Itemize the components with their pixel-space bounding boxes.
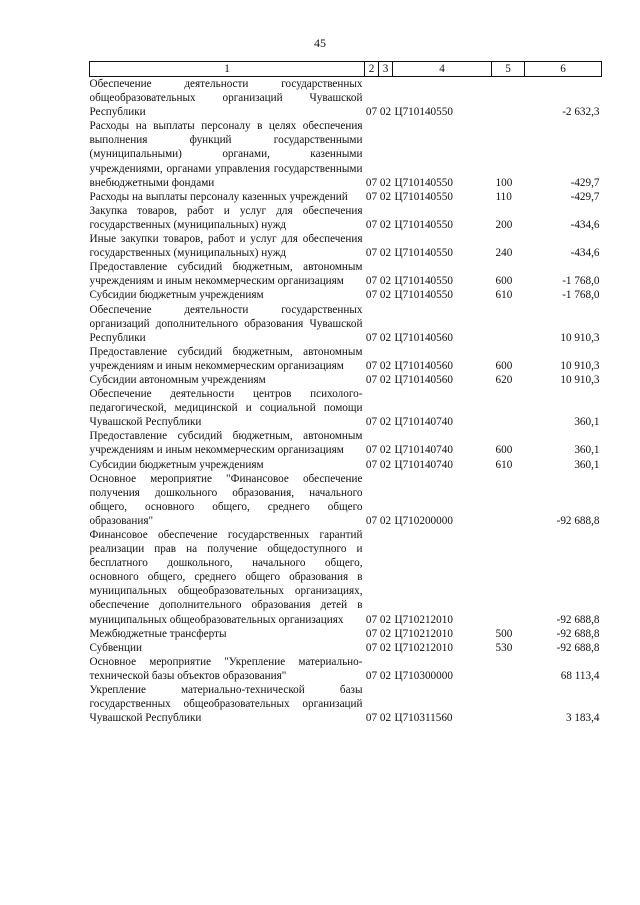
row-expense-type <box>492 77 525 120</box>
row-amount: -92 688,8 <box>556 613 600 626</box>
row-subsection: 02 <box>379 106 392 119</box>
row-subsection: 02 <box>379 190 392 203</box>
row-amount: -429,7 <box>570 190 600 203</box>
row-name: Предоставление субсидий бюджетным, автономным учреждениям и иным некоммерческим организациям <box>89 345 363 372</box>
row-subsection: 02 <box>379 218 392 231</box>
row-amount: -2 632,3 <box>562 106 600 119</box>
row-expense-type: 600 <box>495 444 513 457</box>
row-name: Укрепление материально-технической базы государственных общеобразовательных организаций Чувашской Республики <box>89 684 363 725</box>
row-section: 07 <box>365 416 378 429</box>
row-section: 07 <box>365 190 378 203</box>
row-section: 07 <box>365 359 378 372</box>
row-section: 07 <box>365 627 378 640</box>
row-expense-type: 620 <box>495 373 513 386</box>
row-amount: -1 768,0 <box>562 289 600 302</box>
row-subsection: 02 <box>379 247 392 260</box>
row-target-article: Ц710140740 <box>394 444 453 457</box>
row-target-article: Ц710212010 <box>394 613 453 626</box>
row-amount: 360,1 <box>574 416 600 429</box>
row-subsection: 02 <box>379 289 392 302</box>
row-amount: -92 688,8 <box>556 514 600 527</box>
row-section: 07 <box>365 669 378 682</box>
row-name: Закупка товаров, работ и услуг для обеспечения государственных (муниципальных) нужд <box>89 204 363 231</box>
row-expense-type: 530 <box>495 641 513 654</box>
row-section: 07 <box>365 444 378 457</box>
row-expense-type: 610 <box>495 458 513 471</box>
row-expense-type: 240 <box>495 247 513 260</box>
header-col-expense-type: 5 <box>492 62 525 77</box>
row-subsection: 02 <box>379 359 392 372</box>
row-subsection: 02 <box>379 627 392 640</box>
row-target-article: Ц710140560 <box>394 373 453 386</box>
row-target-article: Ц710300000 <box>394 669 453 682</box>
row-expense-type: 200 <box>495 218 513 231</box>
row-expense-type: 600 <box>495 275 513 288</box>
header-col-name: 1 <box>90 62 365 77</box>
row-target-article: Ц710200000 <box>394 514 453 527</box>
row-name: Основное мероприятие "Финансовое обеспечение получения дошкольного образования, начального общего, основного общего, среднего общего образования" <box>89 472 363 527</box>
row-amount: -434,6 <box>570 218 600 231</box>
row-amount: -1 768,0 <box>562 275 600 288</box>
row-expense-type: 100 <box>495 176 513 189</box>
row-section: 07 <box>365 331 378 344</box>
row-name: Обеспечение деятельности государственных общеобразовательных организаций Чувашской Республики <box>89 78 363 119</box>
row-name: Предоставление субсидий бюджетным, автономным учреждениям и иным некоммерческим организациям <box>89 430 363 457</box>
table-header-row <box>90 62 602 77</box>
row-amount: 3 183,4 <box>565 712 600 725</box>
row-target-article: Ц710140550 <box>394 275 453 288</box>
row-subsection: 02 <box>379 373 392 386</box>
row-amount: -92 688,8 <box>556 641 600 654</box>
row-expense-type <box>492 303 525 345</box>
table-row <box>90 288 602 302</box>
row-amount: -434,6 <box>570 247 600 260</box>
row-name: Расходы на выплаты персоналу в целях обеспечения выполнения функций государственными (муниципальными) органами, казенными учреждениями, органами управления государственными внебюджетными фондами <box>89 120 363 189</box>
table-row <box>90 303 602 345</box>
row-expense-type: 600 <box>495 359 513 372</box>
table-row <box>90 119 602 189</box>
row-amount: 360,1 <box>574 458 600 471</box>
table-row <box>90 232 602 260</box>
row-name: Субсидии бюджетным учреждениям <box>89 458 264 471</box>
row-target-article: Ц710140550 <box>394 190 453 203</box>
row-target-article: Ц710140550 <box>394 176 453 189</box>
row-expense-type: 110 <box>495 190 512 203</box>
row-section: 07 <box>365 218 378 231</box>
row-subsection: 02 <box>379 669 392 682</box>
table-body <box>90 77 602 726</box>
table-row <box>90 458 602 472</box>
row-subsection: 02 <box>379 416 392 429</box>
row-name: Расходы на выплаты персоналу казенных учреждений <box>89 190 348 203</box>
row-amount: 68 113,4 <box>560 669 600 682</box>
table-row <box>90 387 602 429</box>
row-target-article: Ц710140550 <box>394 289 453 302</box>
row-subsection: 02 <box>379 641 392 654</box>
header-col-section: 2 <box>365 62 379 77</box>
row-section: 07 <box>365 176 378 189</box>
table-row <box>90 472 602 528</box>
row-subsection: 02 <box>379 613 392 626</box>
row-subsection: 02 <box>379 444 392 457</box>
row-target-article: Ц710140550 <box>394 247 453 260</box>
header-col-subsection: 3 <box>379 62 393 77</box>
table-row <box>90 683 602 725</box>
table-row <box>90 528 602 627</box>
row-section: 07 <box>365 613 378 626</box>
row-section: 07 <box>365 275 378 288</box>
row-section: 07 <box>365 247 378 260</box>
row-name: Иные закупки товаров, работ и услуг для обеспечения государственных (муниципальных) нужд <box>89 233 363 260</box>
row-target-article: Ц710140560 <box>394 359 453 372</box>
row-name: Обеспечение деятельности государственных организаций дополнительного образования Чувашской Республики <box>89 303 363 344</box>
row-name: Субвенции <box>89 641 142 654</box>
row-expense-type <box>492 472 525 528</box>
table-row <box>90 655 602 683</box>
row-target-article: Ц710140550 <box>394 106 453 119</box>
row-section: 07 <box>365 106 378 119</box>
row-amount: 10 910,3 <box>560 359 600 372</box>
table-row <box>90 345 602 373</box>
row-target-article: Ц710311560 <box>394 712 453 725</box>
row-target-article: Ц710140740 <box>394 458 453 471</box>
table-row <box>90 190 602 204</box>
row-subsection: 02 <box>379 458 392 471</box>
row-name: Финансовое обеспечение государственных гарантий реализации прав на получение общедоступного и бесплатного дошкольного, начального общего, основного общего, среднего общего образования в муниципальных общеобразовательных организациях, обеспечение дополнительного образования детей в муниципальных общеобразовательных организациях <box>89 529 363 626</box>
row-name: Обеспечение деятельности центров психолого-педагогической, медицинской и социальной помощи Чувашской Республики <box>89 388 363 429</box>
table-row <box>90 429 602 457</box>
budget-table <box>89 61 602 725</box>
row-amount: -429,7 <box>570 176 600 189</box>
row-amount: 360,1 <box>574 444 600 457</box>
row-subsection: 02 <box>379 331 392 344</box>
row-expense-type: 610 <box>495 289 513 302</box>
row-subsection: 02 <box>379 514 392 527</box>
row-amount: -92 688,8 <box>556 627 600 640</box>
row-section: 07 <box>365 641 378 654</box>
table-row <box>90 77 602 120</box>
row-target-article: Ц710212010 <box>394 641 453 654</box>
row-subsection: 02 <box>379 712 392 725</box>
row-name: Субсидии бюджетным учреждениям <box>89 289 264 302</box>
row-name: Основное мероприятие "Укрепление материально-технической базы объектов образования" <box>89 655 363 682</box>
row-name: Субсидии автономным учреждениям <box>89 373 266 386</box>
row-section: 07 <box>365 712 378 725</box>
table-row <box>90 373 602 387</box>
row-section: 07 <box>365 458 378 471</box>
row-section: 07 <box>365 289 378 302</box>
row-target-article: Ц710140550 <box>394 218 453 231</box>
row-target-article: Ц710140560 <box>394 331 453 344</box>
row-target-article: Ц710140740 <box>394 416 453 429</box>
row-subsection: 02 <box>379 176 392 189</box>
row-section: 07 <box>365 514 378 527</box>
table-row <box>90 641 602 655</box>
row-expense-type <box>492 528 525 627</box>
row-expense-type <box>492 387 525 429</box>
table-row <box>90 204 602 232</box>
row-expense-type: 500 <box>495 627 513 640</box>
table-row <box>90 260 602 288</box>
header-col-amount: 6 <box>525 62 602 77</box>
row-name: Межбюджетные трансферты <box>89 627 227 640</box>
row-expense-type <box>492 655 525 683</box>
table-row <box>90 627 602 641</box>
row-amount: 10 910,3 <box>560 331 600 344</box>
header-col-target-article: 4 <box>393 62 492 77</box>
page-number: 45 <box>314 36 326 50</box>
row-target-article: Ц710212010 <box>394 627 453 640</box>
row-name: Предоставление субсидий бюджетным, автономным учреждениям и иным некоммерческим организациям <box>89 261 363 288</box>
row-section: 07 <box>365 373 378 386</box>
row-expense-type <box>492 683 525 725</box>
row-amount: 10 910,3 <box>560 373 600 386</box>
row-subsection: 02 <box>379 275 392 288</box>
